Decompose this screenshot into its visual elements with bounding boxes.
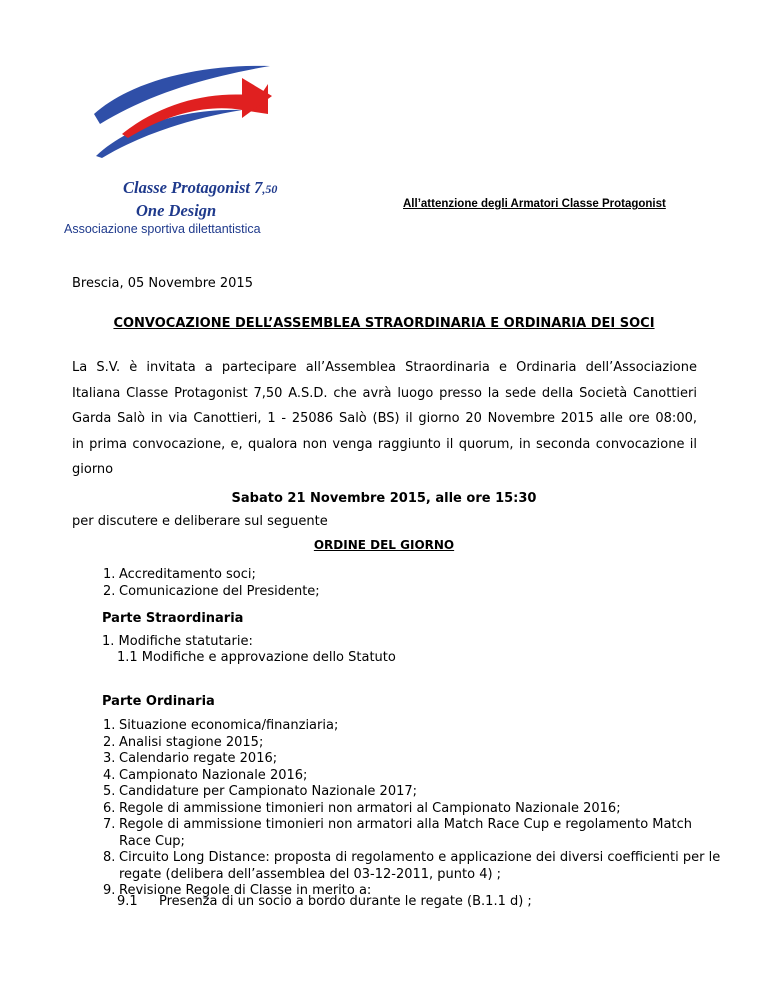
ordinary-subitem: [117, 894, 532, 910]
item-number: 4.: [103, 767, 116, 783]
subitem-number: 9.1: [117, 894, 138, 909]
item-number: 1.: [103, 718, 116, 733]
discuss-line: per discutere e deliberare sul seguente: [72, 514, 328, 529]
extraordinary-subitem: 1.1 Modifiche e approvazione dello Statuto: [117, 650, 396, 665]
class-logo: [92, 62, 272, 162]
extraordinary-heading: Parte Straordinaria: [102, 611, 244, 626]
brand-name-suffix: ,50: [262, 182, 278, 196]
paragraph-line: La S.V. è invitata a partecipare all’Assemblea Straordinaria e Ordinaria dell’Associazione: [72, 360, 697, 375]
list-item: [103, 850, 723, 883]
item-text: Accreditamento soci;: [119, 567, 256, 582]
item-text: Regole di ammissione timonieri non armatori al Campionato Nazionale 2016;: [119, 800, 621, 816]
item-text: Analisi stagione 2015;: [119, 734, 264, 750]
item-number: 1.: [103, 567, 116, 582]
subitem-text: Presenza di un socio a bordo durante le regate (B.1.1 d) ;: [159, 894, 532, 909]
list-item: [103, 751, 723, 768]
list-item: [103, 768, 723, 785]
extraordinary-item: 1. Modifiche statutarie:: [102, 634, 253, 649]
item-text: Circuito Long Distance: proposta di regolamento e applicazione dei diversi coefficienti per le regate (delibera dell’assemblea del 03-12-2011, punto 4) ;: [119, 850, 721, 882]
paragraph-line: Garda Salò in via Canottieri, 1 - 25086 Salò (BS) il giorno 20 Novembre 2015 alle ore 08:00,: [72, 411, 697, 427]
item-number: 6.: [103, 800, 116, 816]
item-text: Candidature per Campionato Nazionale 2017;: [119, 784, 418, 799]
list-item: [103, 584, 320, 601]
list-item: [103, 801, 723, 818]
second-convocation-date: Sabato 21 Novembre 2015, alle ore 15:30: [231, 491, 537, 506]
item-number: 5.: [103, 784, 116, 799]
item-number: 9.: [103, 883, 116, 898]
letter-date: Brescia, 05 Novembre 2015: [72, 276, 253, 291]
paragraph-line: Italiana Classe Protagonist 7,50 A.S.D. che avrà luogo presso la sede della Società Canottieri: [72, 385, 697, 401]
attention-line: All’attenzione degli Armatori Classe Protagonist: [403, 198, 666, 210]
list-item: [103, 784, 723, 801]
item-text: Calendario regate 2016;: [119, 751, 278, 766]
item-number: 7.: [103, 817, 116, 832]
agenda-title: ORDINE DEL GIORNO: [313, 538, 455, 552]
paragraph-line: giorno: [72, 462, 114, 478]
letter-title: CONVOCAZIONE DELL’ASSEMBLEA STRAORDINARIA E ORDINARIA DEI SOCI: [113, 316, 655, 331]
paragraph-line: in prima convocazione, e, qualora non venga raggiunto il quorum, in seconda convocazione il: [72, 436, 697, 452]
item-text: Comunicazione del Presidente;: [119, 583, 320, 599]
ordinary-heading: Parte Ordinaria: [102, 694, 215, 709]
item-text: Regole di ammissione timonieri non armatori alla Match Race Cup e regolamento Match Race Cup;: [119, 817, 692, 849]
list-item: [103, 718, 723, 735]
item-number: 2.: [103, 734, 116, 750]
item-number: 2.: [103, 583, 116, 599]
item-number: 3.: [103, 751, 116, 766]
brand-tagline: One Design: [136, 201, 217, 220]
ordinary-agenda-list: [103, 718, 723, 900]
brand-description: Associazione sportiva dilettantistica: [64, 222, 261, 236]
intro-agenda-list: [103, 567, 320, 600]
brand-name: Classe Protagonist 7,50: [123, 178, 278, 197]
convocation-paragraph: [72, 355, 697, 483]
item-number: 8.: [103, 850, 116, 865]
item-text: Revisione Regole di Classe in merito a:: [119, 883, 372, 898]
item-text: Campionato Nazionale 2016;: [119, 767, 308, 783]
list-item: [103, 817, 723, 850]
list-item: [103, 735, 723, 752]
item-text: Situazione economica/finanziaria;: [119, 718, 339, 733]
list-item: [103, 567, 320, 584]
